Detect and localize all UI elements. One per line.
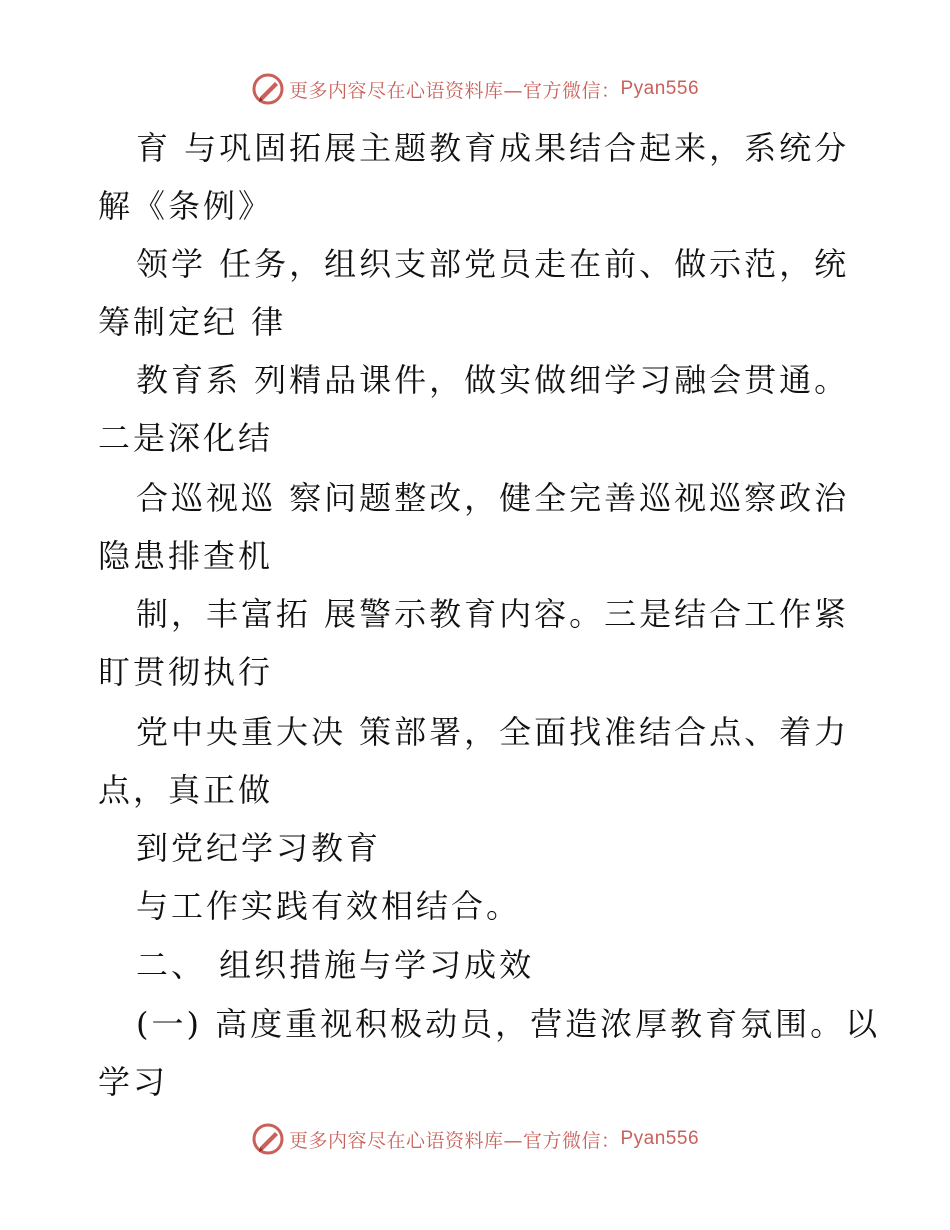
body-line: 与工作实践有效相结合。	[136, 887, 522, 925]
body-line: 育 与巩固拓展主题教育成果结合起来，系统分	[136, 129, 850, 167]
body-line: 盯贯彻执行	[98, 653, 274, 691]
watermark-wechat-id: Pyan556	[620, 1128, 700, 1149]
body-line: 筹制定纪 律	[98, 303, 287, 341]
body-line: 制，丰富拓 展警示教育内容。三是结合工作紧	[136, 595, 850, 633]
body-line: 解《条例》	[98, 187, 274, 225]
watermark-text: 更多内容尽在心语资料库—官方微信：	[288, 79, 621, 102]
body-line: 隐患排查机	[98, 537, 274, 575]
body-line: 点，真正做	[98, 771, 274, 809]
section-heading: 二、 组织措施与学习成效	[136, 946, 535, 984]
watermark-text: 更多内容尽在心语资料库—官方微信：	[288, 1129, 621, 1152]
watermark-wechat-id: Pyan556	[620, 78, 700, 99]
seal-pen-icon	[251, 1122, 285, 1156]
footer-watermark	[0, 1122, 950, 1156]
body-line: 教育系 列精品课件，做实做细学习融会贯通。	[136, 361, 850, 399]
body-line: 学习	[98, 1063, 169, 1101]
body-line: 党中央重大决 策部署，全面找准结合点、着力	[136, 713, 850, 751]
body-line: 到党纪学习教育	[136, 829, 382, 867]
body-line: 合巡视巡 察问题整改，健全完善巡视巡察政治	[136, 479, 850, 517]
body-line: (一) 高度重视积极动员，营造浓厚教育氛围。以	[136, 1005, 881, 1043]
body-line: 领学 任务，组织支部党员走在前、做示范，统	[136, 245, 850, 283]
body-line: 二是深化结	[98, 419, 274, 457]
